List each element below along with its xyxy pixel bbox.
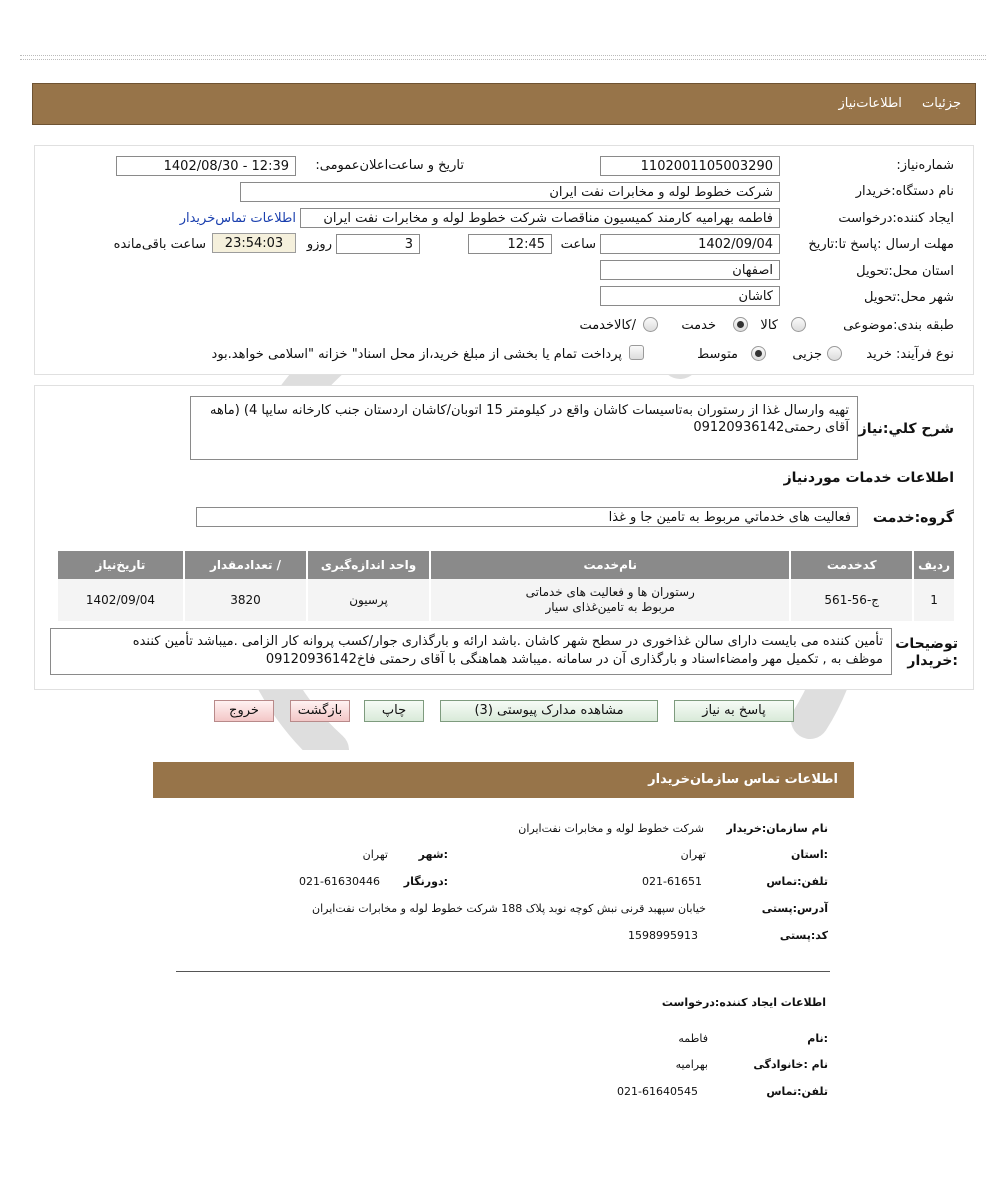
cell-qty: 3820 <box>184 579 307 621</box>
deadline-label: مهلت ارسال :پاسخ تا:تاریخ <box>808 237 954 252</box>
cell-unit: پرسیون <box>307 579 430 621</box>
org-name-value: شرکت خطوط لوله و مخابرات نفت‌ایران <box>518 822 704 835</box>
cell-date: 1402/09/04 <box>57 579 184 621</box>
cell-name-line-1: رستوران ها و فعالیت های خدماتی <box>525 585 695 599</box>
deadline-date-field: 1402/09/04 <box>600 234 780 254</box>
services-table <box>56 551 954 621</box>
buyer-notes-line-1: تأمین کننده می بایست دارای سالن غذاخوری در سطح شهر کاشان .باشد ارائه و بارگذاری جوار/کسب پروانه کار الزامی .میباشد تأمین کننده <box>132 634 883 649</box>
org-address-label: آدرس:پستی <box>761 902 828 915</box>
org-name-label: نام سازمان:خریدار <box>726 822 828 835</box>
requester-family-label: نام :خانوادگی <box>753 1058 828 1071</box>
col-name: نام‌خدمت <box>430 551 790 579</box>
col-code: کدخدمت <box>790 551 913 579</box>
org-province-label: :استان <box>791 848 828 861</box>
announce-field: 1402/08/30 - 12:39 <box>116 156 296 176</box>
province-field: اصفهان <box>600 260 780 280</box>
process-label: نوع فرآیند: خرید <box>866 347 954 362</box>
requester-name-value: فاطمه <box>678 1032 708 1045</box>
org-postal-label: کد:پستی <box>779 929 828 942</box>
buyer-org-label: نام دستگاه:خریدار <box>855 184 954 199</box>
category-goods-service-radio[interactable] <box>643 317 658 332</box>
buyer-org-field: شرکت خطوط لوله و مخابرات نفت ایران <box>240 182 780 202</box>
description-line-2: آقای رحمتی09120936142 <box>693 420 849 435</box>
org-address-value: خیابان سپهبد قرنی نبش کوچه نوبد پلاک 188 شرکت خطوط لوله و مخابرات نفت‌ایران <box>312 902 706 915</box>
remaining-time-field: 23:54:03 <box>212 233 296 253</box>
category-goods-label: کالا <box>760 318 778 333</box>
description-label: شرح کلي:نیاز <box>858 421 954 437</box>
category-goods-radio[interactable] <box>791 317 806 332</box>
org-phone-value: 021-61651 <box>642 875 702 888</box>
process-medium-radio[interactable] <box>751 346 766 361</box>
section-separator <box>176 971 830 972</box>
payment-checkbox[interactable] <box>629 345 644 360</box>
buyer-contact-link[interactable]: اطلاعات تماس‌خریدار <box>179 211 296 226</box>
requester-name-label: :نام <box>807 1032 828 1045</box>
top-divider-2 <box>20 59 986 60</box>
requester-title: اطلاعات ایجاد کننده:درخواست <box>661 996 826 1009</box>
top-divider <box>20 55 986 56</box>
org-fax-value: 021-61630446 <box>299 875 380 888</box>
remaining-label: ساعت باقی‌مانده <box>113 237 206 252</box>
creator-label: ایجاد کننده:درخواست <box>838 211 954 226</box>
print-button[interactable]: چاپ <box>364 700 424 722</box>
description-line-1: تهیه وارسال غذا از رستوران به‌تاسیسات کاشان واقع در کیلومتر 15 اتوبان/کاشان اردستان جنب کارخانه سایپا 4) (ماهه <box>209 403 849 418</box>
services-section-title: اطلاعات خدمات موردنیاز <box>783 470 954 486</box>
need-number-field: 1102001105003290 <box>600 156 780 176</box>
deadline-time-field: 12:45 <box>468 234 552 254</box>
category-service-label: خدمت <box>681 318 716 333</box>
general-info-panel <box>34 145 974 375</box>
need-number-label: شماره‌نیاز: <box>896 158 954 173</box>
col-row: ردیف <box>913 551 954 579</box>
service-group-field: فعالیت های خدماتي مربوط به تامین جا و غذا <box>196 507 858 527</box>
org-province-value: تهران <box>680 848 706 861</box>
org-city-value: تهران <box>362 848 388 861</box>
col-date: تاریخ‌نیاز <box>57 551 184 579</box>
cell-code: ج-56-561 <box>790 579 913 621</box>
back-button[interactable]: بازگشت <box>290 700 350 722</box>
buyer-notes-box <box>50 628 892 675</box>
announce-label: تاریخ و ساعت‌اعلان‌عمومی: <box>315 158 464 173</box>
description-box <box>190 396 858 460</box>
exit-button[interactable]: خروج <box>214 700 274 722</box>
col-unit: واحد اندازه‌گیری <box>307 551 430 579</box>
category-service-radio[interactable] <box>733 317 748 332</box>
page-title-bar <box>32 83 976 125</box>
process-small-radio[interactable] <box>827 346 842 361</box>
org-phone-label: تلفن:تماس <box>766 875 828 888</box>
process-medium-label: متوسط <box>697 347 738 362</box>
col-qty: / تعدادمقدار <box>184 551 307 579</box>
requester-phone-label: تلفن:تماس <box>766 1085 828 1098</box>
days-field: 3 <box>336 234 420 254</box>
city-label: شهر محل:تحویل <box>864 290 954 305</box>
days-label: روزو <box>306 237 332 252</box>
category-goods-service-label: /کالاخدمت <box>579 318 636 333</box>
province-label: استان محل:تحویل <box>856 264 954 279</box>
creator-field: فاطمه بهرامیه کارمند کمیسیون مناقصات شرکت خطوط لوله و مخابرات نفت ایران <box>300 208 780 228</box>
services-table-header <box>57 551 954 579</box>
tab-need-info[interactable]: اطلاعات‌نیاز <box>838 96 902 111</box>
service-group-label: گروه:خدمت <box>872 510 954 526</box>
requester-phone-value: 021-61640545 <box>617 1085 698 1098</box>
table-row <box>57 579 954 621</box>
process-small-label: جزیی <box>792 347 822 362</box>
tab-details[interactable]: جزئیات <box>922 96 961 111</box>
org-contact-title-bar: اطلاعات تماس سازمان‌خریدار <box>153 762 854 798</box>
payment-note: پرداخت تمام یا بخشی از مبلغ خرید،از محل اسناد" خزانه "اسلامی خواهد.بود <box>211 347 622 362</box>
cell-name <box>430 579 790 621</box>
attachments-button[interactable]: مشاهده مدارک پیوستی (3) <box>440 700 658 722</box>
buyer-notes-label: توضیحات :خریدار <box>895 636 958 669</box>
city-field: کاشان <box>600 286 780 306</box>
requester-family-value: بهرامیه <box>675 1058 708 1071</box>
org-fax-label: :دورنگار <box>403 875 448 888</box>
reply-button[interactable]: پاسخ به نیاز <box>674 700 794 722</box>
category-label: طبقه بندی:موضوعی <box>843 318 954 333</box>
cell-row: 1 <box>913 579 954 621</box>
org-city-label: :شهر <box>418 848 448 861</box>
org-postal-value: 1598995913 <box>628 929 698 942</box>
cell-name-line-2: مربوط به تامین‌غذای سیار <box>545 600 675 614</box>
buyer-notes-line-2: موظف به , تکمیل مهر وامضاءاسناد و بارگذاری آن در سامانه .میباشد هماهنگی با آقای رحمتی فاخ09120936142 <box>265 652 883 667</box>
hour-label: ساعت <box>560 237 596 252</box>
